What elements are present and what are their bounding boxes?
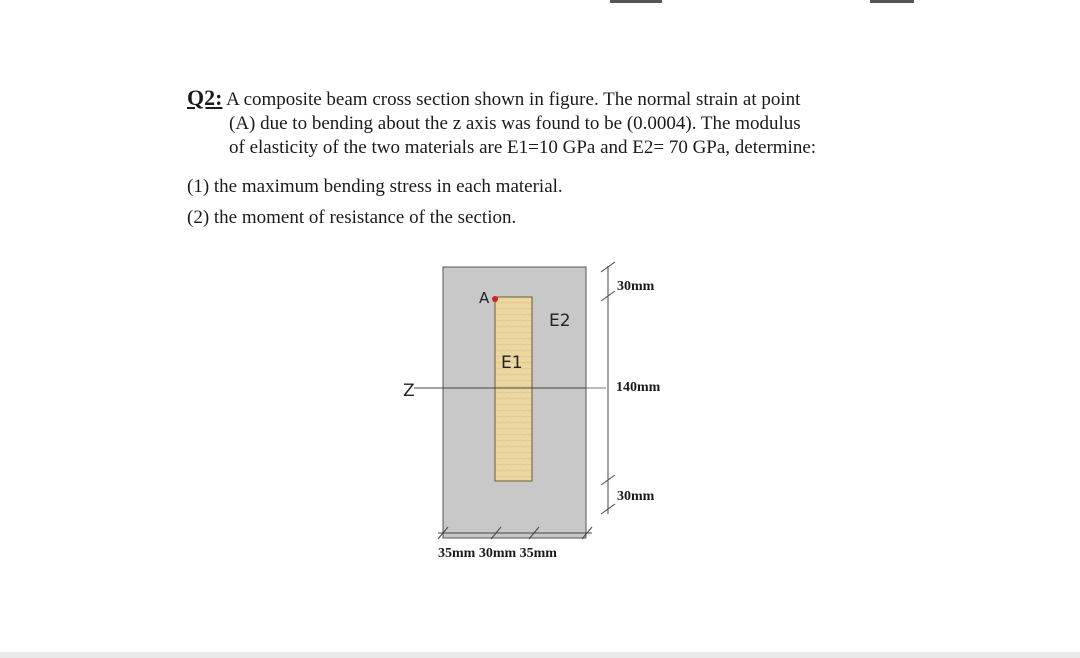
task-item-2-text: the moment of resistance of the section.	[213, 207, 517, 228]
task-item-2-number: (2)	[187, 207, 210, 228]
question-line-3: of elasticity of the two materials are E1=10 GPa and E2= 70 GPa, determine:	[229, 137, 817, 158]
question-line-2: (A) due to bending about the z axis was found to be (0.0004). The modulus	[229, 113, 801, 134]
page-bottom-edge	[0, 652, 1080, 658]
dim-bottom-label: 30mm	[617, 489, 655, 504]
task-item-1-number: (1)	[187, 176, 210, 197]
point-a-label: A	[479, 289, 490, 307]
inner-section-e1	[495, 297, 532, 481]
dim-top-label: 30mm	[617, 279, 655, 294]
task-item-1-text: the maximum bending stress in each material.	[213, 176, 563, 197]
question-line-1-text: A composite beam cross section shown in figure. The normal strain at point	[226, 89, 801, 110]
dim-middle-label: 140mm	[616, 380, 661, 395]
point-a-marker	[492, 296, 498, 302]
axis-z-label: Z	[403, 381, 415, 401]
material-e2-label: E2	[549, 311, 571, 331]
material-e1-label: E1	[501, 353, 523, 373]
question-number: Q2:	[187, 85, 223, 110]
dim-horizontal-label: 35mm 30mm 35mm	[438, 546, 557, 561]
